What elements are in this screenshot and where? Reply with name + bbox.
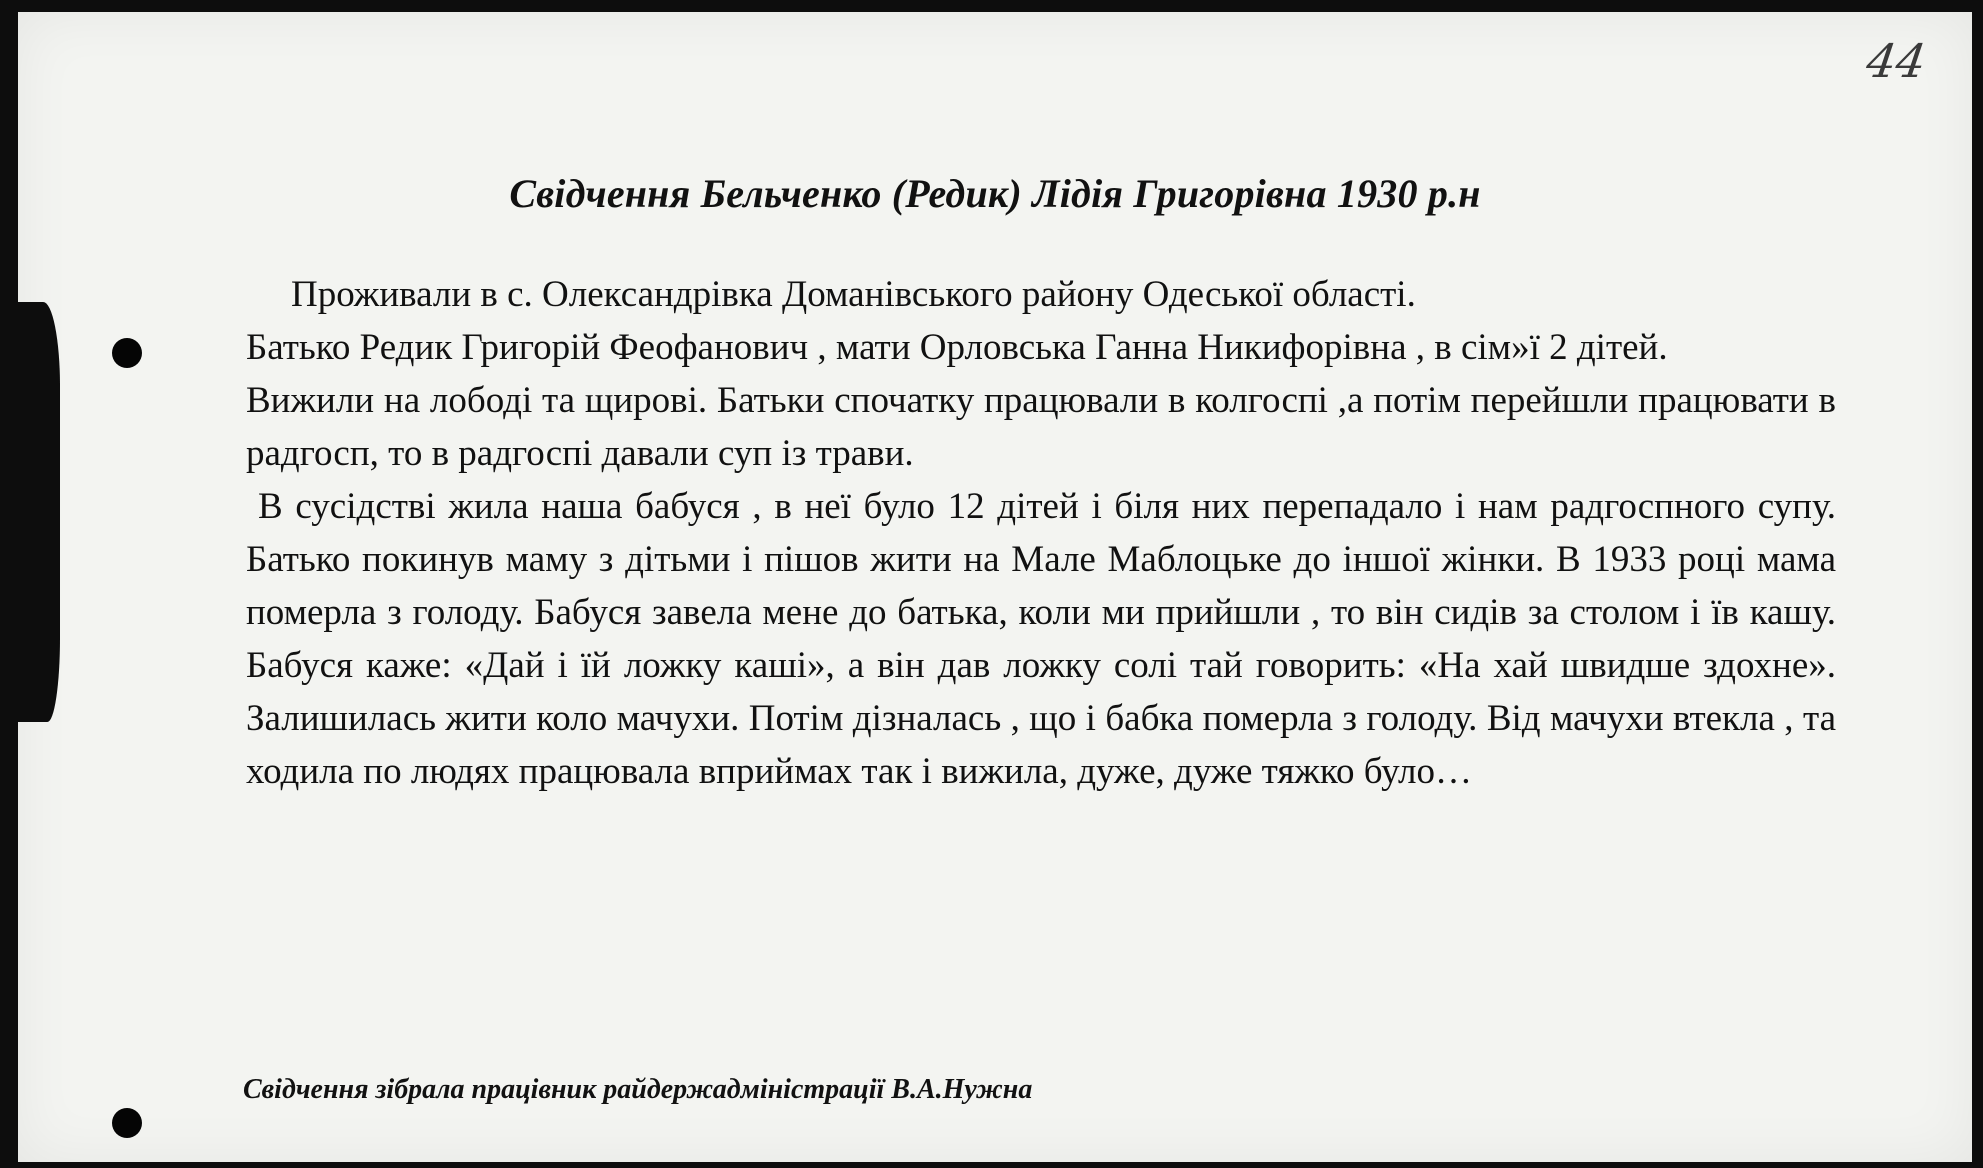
document-page: [18, 12, 1972, 1162]
collector-signature: Свідчення зібрала працівник райдержадміністрації В.А.Нужна: [243, 1074, 1033, 1105]
paragraph-story: В сусідстві жила наша бабуся , в неї було 12 дітей і біля них перепадало і нам радгоспного супу. Батько покинув маму з дітьми і пішов жити на Мале Маблоцьке до іншої жінки. В 1933 році мама померла з голоду. Бабуся завела мене до батька, коли ми прийшли , то він сидів за столом і їв кашу. Бабуся каже: «Дай і їй ложку каші», а він дав ложку солі тай говорить: «На хай швидше здохне». Залишилась жити коло мачухи. Потім дізналась , що і бабка померла з голоду. Від мачухи втекла , та ходила по людях працювала вприймах так і вижила, дуже, дуже тяжко було…: [246, 486, 1836, 792]
punch-hole-bottom: [112, 1108, 142, 1138]
handwritten-page-number: 44: [1863, 34, 1930, 88]
punch-hole-top: [112, 338, 142, 368]
paragraph-residence: Проживали в с. Олександрівка Доманівського району Одеської області.: [291, 274, 1416, 315]
testimony-body: [246, 268, 1836, 798]
document-title: Свідчення Бельченко (Редик) Лідія Григорівна 1930 р.н: [509, 171, 1481, 216]
paragraph-survival: Вижили на лободі та щирові. Батьки спочатку працювали в колгоспі ,а потім перейшли працювати в радгосп, то в радгоспі давали суп із трави.: [246, 380, 1836, 474]
scan-shadow-edge: [18, 302, 60, 722]
paragraph-parents: Батько Редик Григорій Феофанович , мати Орловська Ганна Никифорівна , в сім»ї 2 дітей.: [246, 327, 1668, 368]
